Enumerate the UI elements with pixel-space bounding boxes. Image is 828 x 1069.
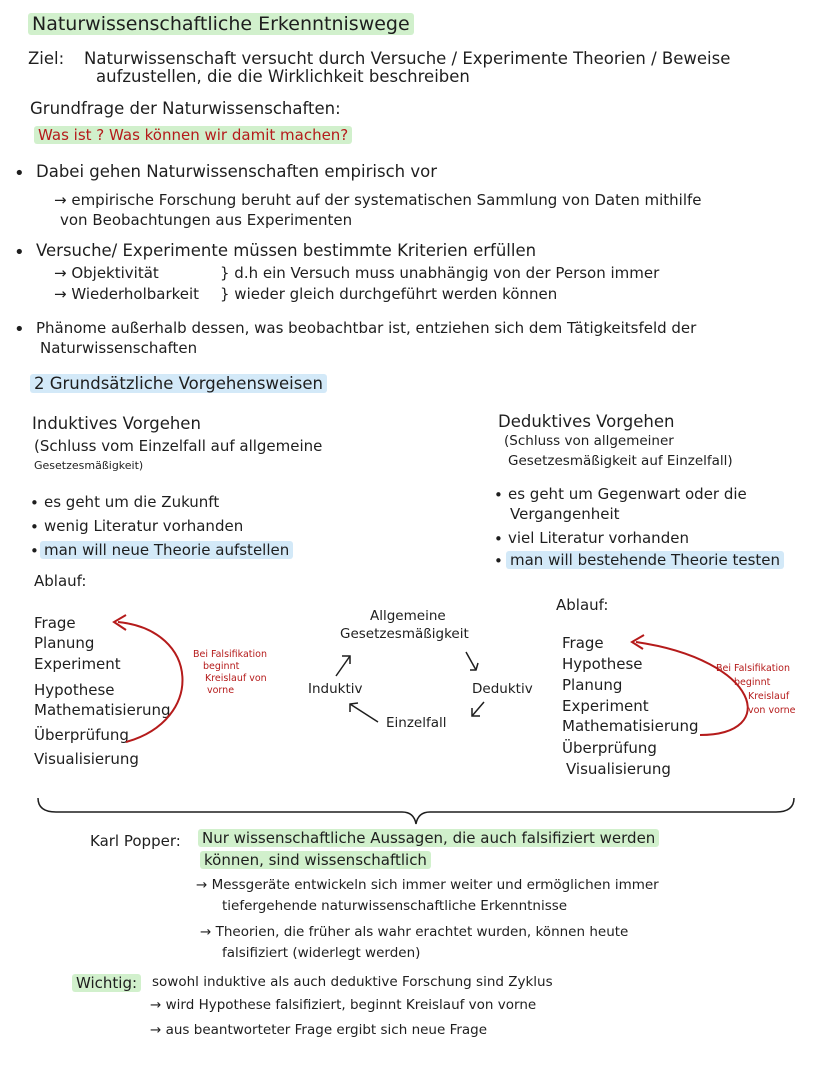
deduktiv-step-ueberpruefung: Überprüfung	[562, 739, 657, 757]
deduktiv-ablauf-label: Ablauf:	[556, 596, 609, 614]
popper-sub-1b: tiefergehende naturwissenschaftliche Erkenntnisse	[222, 898, 568, 914]
cycle-arrowhead-up-left-bottom	[350, 703, 358, 712]
induktiv-step-ueberpruefung: Überprüfung	[34, 726, 129, 744]
deduktiv-sub-2: Gesetzesmäßigkeit auf Einzelfall)	[508, 453, 733, 469]
cycle-left-induktiv: Induktiv	[308, 681, 363, 697]
induktiv-step-experiment: Experiment	[34, 655, 121, 673]
induktiv-step-hypothese: Hypothese	[34, 681, 115, 699]
deduktiv-bullet-2: viel Literatur vorhanden	[508, 529, 689, 547]
kriterium-wiederholbarkeit: → Wiederholbarkeit	[54, 285, 200, 303]
deduktiv-bullet-1-cont: Vergangenheit	[510, 505, 620, 523]
induktiv-bullet-3: man will neue Theorie aufstellen	[40, 542, 293, 559]
induktiv-step-visualisierung: Visualisierung	[34, 750, 139, 768]
cycle-bottom-einzelfall: Einzelfall	[386, 715, 447, 731]
section-heading-vorgehensweisen: 2 Grundsätzliche Vorgehensweisen	[30, 375, 327, 394]
induktiv-sub-2: Gesetzesmäßigkeit)	[34, 459, 144, 472]
grundfrage-question: Was ist ? Was können wir damit machen?	[34, 127, 352, 144]
bullet-dot: •	[14, 242, 25, 263]
deduktiv-note-2: beginnt	[734, 677, 771, 688]
point-empirisch: Dabei gehen Naturwissenschaften empirisch vor	[36, 162, 437, 181]
bullet-dot: •	[30, 518, 39, 536]
cycle-right-deduktiv: Deduktiv	[472, 681, 533, 697]
kriterien-erklaerung-1: } d.h ein Versuch muss unabhängig von der Person immer	[220, 264, 660, 282]
popper-sub-1a: → Messgeräte entwickeln sich immer weiter und ermöglichen immer	[196, 877, 659, 893]
grundfrage-heading: Grundfrage der Naturwissenschaften:	[30, 99, 341, 118]
induktiv-step-frage: Frage	[34, 614, 76, 632]
popper-statement-1: Nur wissenschaftliche Aussagen, die auch falsifiziert werden	[198, 830, 659, 847]
cycle-arrow-down-right	[466, 652, 476, 670]
ziel-label: Ziel:	[28, 49, 65, 68]
induktiv-note-1: Bei Falsifikation	[193, 649, 268, 660]
induktiv-note-2: beginnt	[203, 661, 240, 672]
deduktiv-heading: Deduktives Vorgehen	[498, 412, 675, 431]
cycle-arrowhead-down-right	[470, 663, 478, 670]
kriterium-objektivitaet: → Objektivität	[54, 264, 159, 282]
point-kriterien: Versuche/ Experimente müssen bestimmte Kriterien erfüllen	[36, 241, 537, 260]
bullet-dot: •	[14, 163, 25, 184]
page-title: Naturwissenschaftliche Erkenntniswege	[28, 14, 414, 36]
bullet-dot: •	[494, 530, 503, 548]
deduktiv-note-3: Kreislauf	[748, 691, 790, 702]
cycle-top-1: Allgemeine	[370, 608, 446, 624]
point-phaenomene-1: Phänome außerhalb dessen, was beobachtbar ist, entziehen sich dem Tätigkeitsfeld der	[36, 319, 697, 337]
cycle-arrowhead-up-left	[342, 656, 350, 664]
bullet-dot: •	[30, 542, 39, 560]
induktiv-step-mathematisierung: Mathematisierung	[34, 701, 171, 719]
induktiv-note-3: Kreislauf von	[205, 673, 267, 684]
deduktiv-step-experiment: Experiment	[562, 697, 649, 715]
induktiv-sub-1: (Schluss vom Einzelfall auf allgemeine	[34, 437, 323, 455]
ziel-line-2: aufzustellen, die die Wirklichkeit beschreiben	[96, 67, 470, 86]
popper-sub-2b: falsifiziert (widerlegt werden)	[222, 945, 421, 961]
cycle-arrowhead-down-left	[472, 708, 480, 716]
deduktiv-bullet-1: es geht um Gegenwart oder die	[508, 485, 747, 503]
deduktiv-bullet-3: man will bestehende Theorie testen	[506, 552, 784, 569]
cycle-arrow-up-left	[336, 656, 350, 676]
point-empirisch-sub-1: → empirische Forschung beruht auf der systematischen Sammlung von Daten mithilfe	[54, 191, 702, 209]
popper-label: Karl Popper:	[90, 832, 181, 850]
deduktiv-step-planung: Planung	[562, 676, 623, 694]
deduktiv-note-4: von vorne	[748, 705, 796, 716]
bullet-dot: •	[494, 486, 503, 504]
deduktiv-step-mathematisierung: Mathematisierung	[562, 717, 699, 735]
induktiv-bullet-1: es geht um die Zukunft	[44, 493, 220, 511]
cycle-arrow-down-left	[472, 702, 484, 716]
bullet-dot: •	[494, 552, 503, 570]
point-phaenomene-2: Naturwissenschaften	[40, 339, 198, 357]
point-empirisch-sub-2: von Beobachtungen aus Experimenten	[60, 211, 353, 229]
summary-brace	[38, 798, 794, 824]
deduktiv-step-visualisierung: Visualisierung	[566, 760, 671, 778]
induktiv-note-4: vorne	[207, 685, 235, 696]
cycle-arrow-up-left-bottom	[350, 704, 378, 722]
deduktiv-step-hypothese: Hypothese	[562, 655, 643, 673]
deduktiv-step-frage: Frage	[562, 634, 604, 652]
kriterien-erklaerung-2: } wieder gleich durchgeführt werden können	[220, 285, 558, 303]
wichtig-line-3: → aus beantworteter Frage ergibt sich neue Frage	[150, 1022, 488, 1038]
bullet-dot: •	[30, 494, 39, 512]
wichtig-label: Wichtig:	[72, 975, 141, 992]
popper-statement-2: können, sind wissenschaftlich	[200, 852, 431, 869]
induktiv-heading: Induktives Vorgehen	[32, 414, 201, 433]
induktiv-loop-arrow	[118, 622, 182, 742]
wichtig-line-1: sowohl induktive als auch deduktive Forschung sind Zyklus	[152, 974, 553, 990]
deduktiv-note-1: Bei Falsifikation	[716, 663, 791, 674]
bullet-dot: •	[14, 319, 25, 340]
induktiv-ablauf-label: Ablauf:	[34, 572, 87, 590]
ziel-line-1: Naturwissenschaft versucht durch Versuche / Experimente Theorien / Beweise	[84, 49, 731, 68]
deduktiv-sub-1: (Schluss von allgemeiner	[504, 433, 674, 449]
cycle-top-2: Gesetzesmäßigkeit	[340, 626, 469, 642]
induktiv-bullet-2: wenig Literatur vorhanden	[44, 517, 244, 535]
popper-sub-2a: → Theorien, die früher als wahr erachtet wurden, können heute	[200, 924, 629, 940]
wichtig-line-2: → wird Hypothese falsifiziert, beginnt Kreislauf von vorne	[150, 997, 537, 1013]
induktiv-loop-arrowhead	[114, 615, 126, 630]
deduktiv-loop-arrowhead	[632, 635, 644, 649]
induktiv-step-planung: Planung	[34, 634, 95, 652]
